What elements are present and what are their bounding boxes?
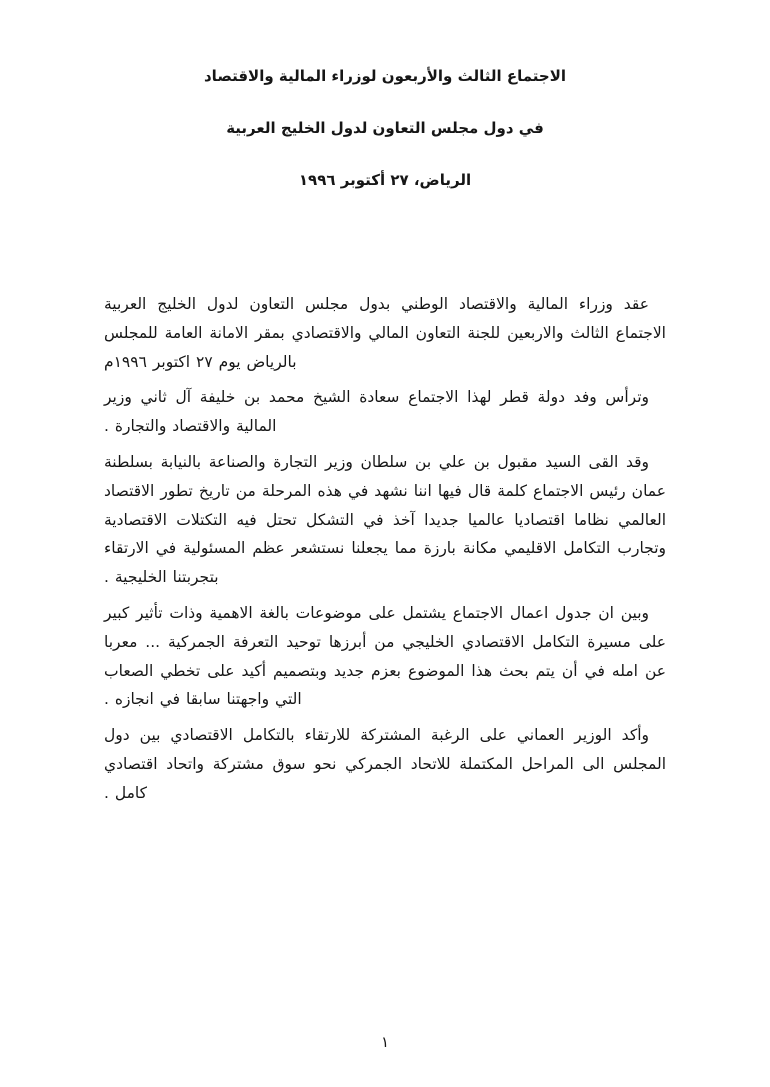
body-paragraph-5: وأكد الوزير العماني على الرغبة المشتركة للارتقاء بالتكامل الاقتصادي بين دول المجلس الى المراحل المكتملة للاتحاد الجمركي نحو سوق مشتركة واتحاد اقتصادي كامل . [104, 726, 666, 802]
title-line-2: في دول مجلس التعاون لدول الخليج العربية [226, 119, 544, 137]
body-paragraph-1: عقد وزراء المالية والاقتصاد الوطني بدول مجلس التعاون لدول الخليج العربية الاجتماع الثالث والاربعين للجنة التعاون المالي والاقتصادي بمقر الامانة العامة للمجلس بالرياض يوم ٢٧ اكتوبر ١٩٩٦م [104, 295, 666, 371]
page-number: ١ [380, 1033, 390, 1051]
document-body [104, 222, 666, 808]
document-title [0, 0, 770, 190]
body-paragraph-2: وترأس وفد دولة قطر لهذا الاجتماع سعادة الشيخ محمد بن خليفة آل ثاني وزير المالية والاقتصاد والتجارة . [104, 388, 649, 436]
body-paragraph-4: وبين ان جدول اعمال الاجتماع يشتمل على موضوعات بالغة الاهمية وذات تأثير كبير على مسيرة التكامل الاقتصادي الخليجي من أبرزها توحيد التعرفة الجمركية ... معربا عن امله في أن يتم بحث هذا الموضوع بعزم جديد وبتصميم أكيد على تخطي الصعاب التي واجهتنا سابقا في انجازه . [104, 603, 666, 709]
title-line-3: الرياض، ٢٧ أكتوبر ١٩٩٦ [298, 171, 472, 189]
page-footer [0, 1032, 770, 1051]
title-line-1: الاجتماع الثالث والأربعون لوزراء المالية والاقتصاد [203, 67, 567, 85]
body-paragraph-3: وقد القى السيد مقبول بن علي بن سلطان وزير التجارة والصناعة بالنيابة بسلطنة عمان رئيس الاجتماع كلمة قال فيها اننا نشهد في هذه المرحلة من تاريخ تطور الاقتصاد العالمي نظاما اقتصاديا عالميا جديدا آخذ في التشكل تحتل فيه التكتلات الاقتصادية وتجارب التكامل الاقليمي مكانة بارزة مما يجعلنا نستشعر عظم المسئولية في الارتقاء بتجربتنا الخليجية . [104, 452, 666, 587]
